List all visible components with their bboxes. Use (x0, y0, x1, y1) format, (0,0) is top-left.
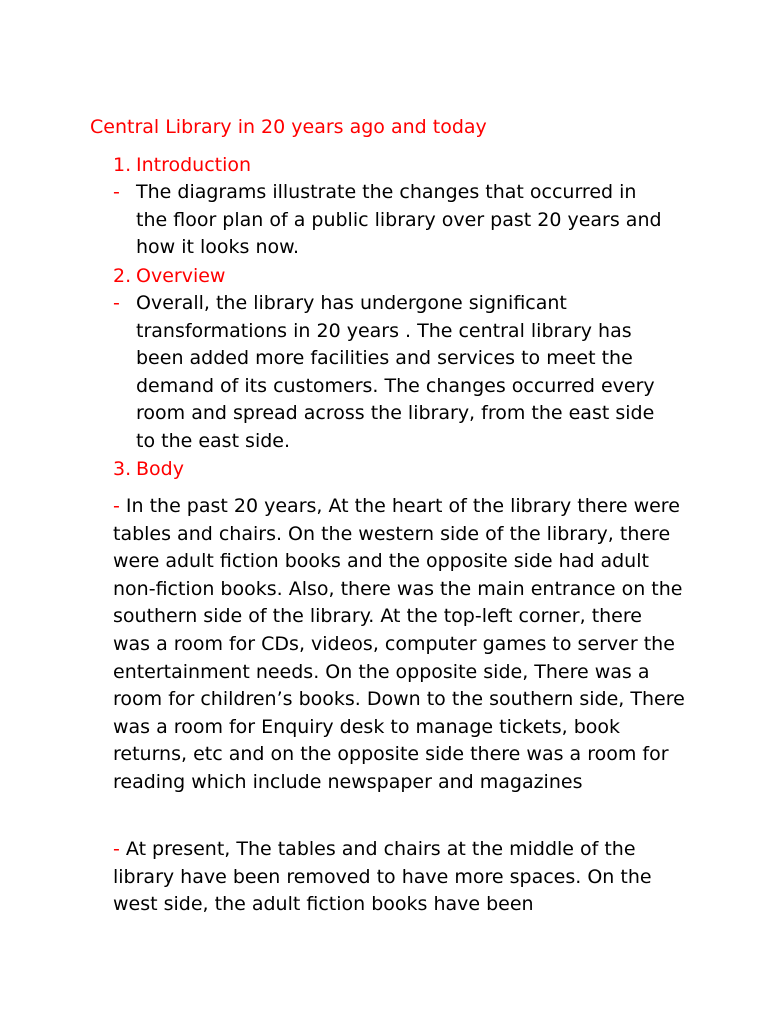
section-heading-introduction (113, 151, 251, 179)
bullet-dash: - (113, 181, 120, 203)
introduction-text: The diagrams illustrate the changes that occurred in the floor plan of a public library over past 20 years and how it looks now. (136, 181, 662, 258)
section-number: 2. (113, 265, 132, 287)
section-heading-text: Introduction (136, 154, 252, 176)
section-number: 1. (113, 154, 132, 176)
introduction-bullet (113, 179, 673, 262)
body-paragraph-present (113, 836, 685, 919)
body-paragraph-past (113, 493, 685, 797)
section-heading-body (113, 455, 184, 483)
section-heading-overview (113, 262, 225, 290)
paragraph-dash: - (113, 838, 120, 860)
section-heading-text: Overview (136, 265, 226, 287)
paragraph-text: In the past 20 years, At the heart of the library there were tables and chairs. On the western side of the library, there were adult fiction books and the opposite side had adult non-fiction books. Also, there was the main entrance on the southern side of the library. At the top-left corner, there was a room for CDs, videos, computer games to server the entertainment needs. On the opposite side, There was a room for children’s books. Down to the southern side, There was a room for Enquiry desk to manage tickets, book returns, etc and on the opposite side there was a room for reading which include newspaper and magazines (113, 495, 685, 793)
paragraph-dash: - (113, 495, 120, 517)
bullet-dash: - (113, 292, 120, 314)
document-title: Central Library in 20 years ago and today (90, 116, 487, 138)
paragraph-text: At present, The tables and chairs at the middle of the library have been removed to have more spaces. On the west side, the adult fiction books have been (113, 838, 652, 916)
overview-text: Overall, the library has undergone significant transformations in 20 years . The central library has been added more facilities and services to meet the demand of its customers. The changes occurred every room and spread across the library, from the east side to the east side. (136, 292, 655, 452)
overview-bullet (113, 290, 673, 455)
section-number: 3. (113, 458, 132, 480)
section-heading-text: Body (136, 458, 184, 480)
